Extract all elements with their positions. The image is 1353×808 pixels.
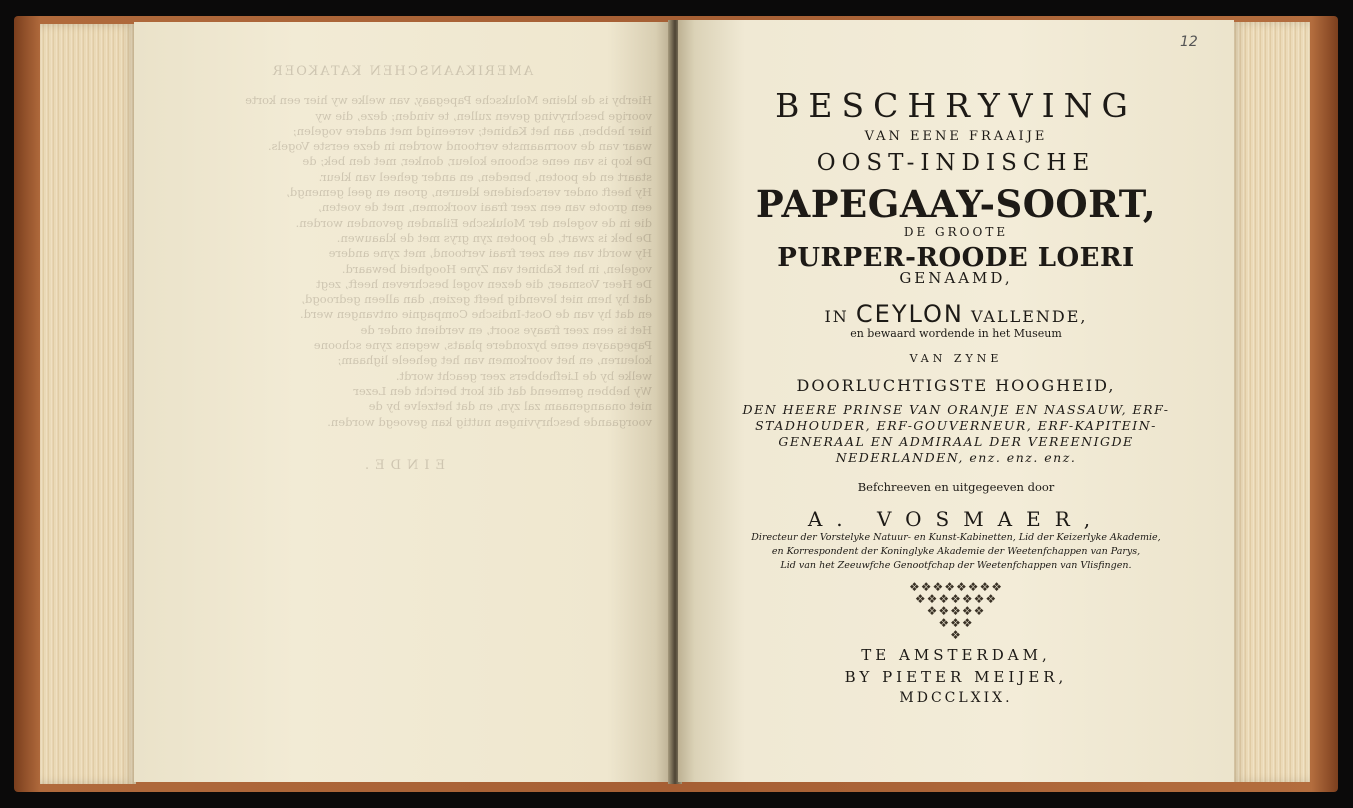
van-zyne-line: VAN ZYNE: [909, 352, 1003, 365]
bleed-line: voorige beschryving geven zullen, te vinden; deze, die wy: [315, 108, 652, 123]
bleed-line: Hy heeft onder verscheidene kleuren, groen en geel gemengd,: [286, 185, 652, 200]
title-line-8-ceylon: CEYLON: [855, 300, 964, 328]
bleed-line: waar van de voornaamste vertoond worden in deze eerste Vogels.: [267, 139, 652, 154]
bleed-line: De Heer Vosmaer, die dezen vogel beschreven heeft, zegt: [316, 276, 652, 291]
bleed-line: die in de vogelen der Moluksche Eilanden gevonden worden.: [295, 215, 652, 230]
bleed-line: Het is een zeer fraaye soort, en verdient onder de: [360, 322, 652, 337]
bleed-line: koleuren, en het voorkomen van het geheele lighaam;: [337, 353, 652, 368]
bleed-line: en dat hy van de Oost-Indische Compagnie ontvangen werd.: [300, 307, 652, 322]
title-line-4: PAPEGAAY-SOORT,: [755, 182, 1157, 226]
dedication-line: DEN HEERE PRINSE VAN ORANJE EN NASSAUW, ERF-: [742, 402, 1170, 417]
bleed-through-text: [152, 64, 652, 473]
title-line-8-pre: IN: [824, 307, 849, 326]
page-number: 12: [1180, 34, 1198, 50]
imprint-city: TE AMSTERDAM,: [861, 646, 1051, 664]
author-name: A. VOSMAER,: [807, 507, 1105, 531]
title-line-2: VAN EENE FRAAIJE: [864, 129, 1048, 144]
left-page: [134, 22, 672, 782]
bleed-line: voorgaande beschryvingen nuttig kan gevoegd worden.: [327, 414, 652, 429]
bleed-line: De bek is zwart, de pooten zyn grys met de klaauwen.: [336, 230, 652, 245]
dedication-line: STADHOUDER, ERF-GOUVERNEUR, ERF-KAPITEIN-: [755, 418, 1157, 433]
author-title-line: Directeur der Vorstelyke Natuur- en Kunst-Kabinetten, Lid der Keizerlyke Akademie,: [751, 532, 1161, 543]
title-line-6: PURPER-ROODE LOERI: [777, 243, 1135, 273]
title-page: [678, 20, 1234, 782]
bleed-line: Hy wordt van een zeer fraai vertoond, met zyne andere: [328, 246, 652, 261]
title-line-1: BESCHRYVING: [775, 86, 1137, 125]
title-line-8: [678, 300, 1234, 328]
beschreeven-line: Befchreeven en uitgegeeven door: [857, 480, 1055, 494]
bleed-line: De kop is van eene schoone koleur, donker, met den bek; de: [302, 154, 652, 169]
bleed-line: een groote van een zeer fraai voorkomen, met de voeten,: [318, 200, 652, 215]
dedication-line: NEDERLANDEN, enz. enz. enz.: [835, 450, 1077, 465]
bleed-line: Papegaayen eene byzondere plaats, wegens zyne schoone: [313, 338, 652, 353]
author-title-line: en Korrespondent der Koninglyke Akademie der Weetenfchappen van Parys,: [771, 546, 1141, 557]
bleed-line: welke by de Liefhebbers zeer geacht wordt.: [395, 368, 652, 383]
ornament-row: ❖❖❖❖❖: [926, 604, 986, 618]
bleed-heading: AMERIKAANSCHEN KATAKOER: [270, 64, 534, 79]
bleed-end-word: EINDE.: [358, 457, 446, 473]
bleed-line: staart en de pooten, beneden, en ander geheel van kleur.: [318, 169, 652, 184]
bleed-line: vogelen, in het Kabinet van Zyne Hoogheid bewaard.: [341, 261, 652, 276]
title-line-3: OOST-INDISCHE: [816, 150, 1096, 176]
museum-line: en bewaard wordende in het Museum: [850, 327, 1062, 340]
page-edges-right: [1232, 22, 1310, 782]
imprint-publisher: BY PIETER MEIJER,: [844, 668, 1068, 686]
imprint-year: MDCCLXIX.: [899, 690, 1013, 706]
author-title-line: Lid van het Zeeuwfche Genootfchap der Weetenfchappen van Vlisfingen.: [780, 560, 1132, 571]
dedication-line: GENERAAL EN ADMIRAAL DER VEREENIGDE: [778, 434, 1134, 449]
ornament-row: ❖: [950, 628, 962, 642]
bleed-line: niet onaangenaam zal zyn, en dat hetzelve by de: [368, 399, 652, 414]
hoogheid-line: DOORLUCHTIGSTE HOOGHEID,: [796, 376, 1116, 395]
ornament-row: ❖❖❖❖❖❖❖: [914, 592, 998, 606]
ornament-row: ❖❖❖❖❖❖❖❖: [908, 580, 1004, 594]
ornament-row: ❖❖❖: [938, 616, 974, 630]
bleed-line: hier hebben, aan het Kabinet; vereenigd met andere vogelen;: [292, 123, 652, 138]
bleed-line: Hierby is de kleine Moluksche Papegaay, van welke wy hier een korte: [245, 93, 652, 108]
bleed-line: Wy hebben gemeend dat dit kort bericht den Lezer: [353, 383, 652, 398]
title-line-5: DE GROOTE: [903, 225, 1009, 239]
page-edges-left: [40, 24, 136, 784]
title-line-8-post: VALLENDE,: [970, 307, 1088, 326]
title-line-7: GENAAMD,: [899, 269, 1013, 287]
bleed-line: dat hy hem niet levendig heeft gezien, dan alleen gedroogd,: [301, 292, 652, 307]
